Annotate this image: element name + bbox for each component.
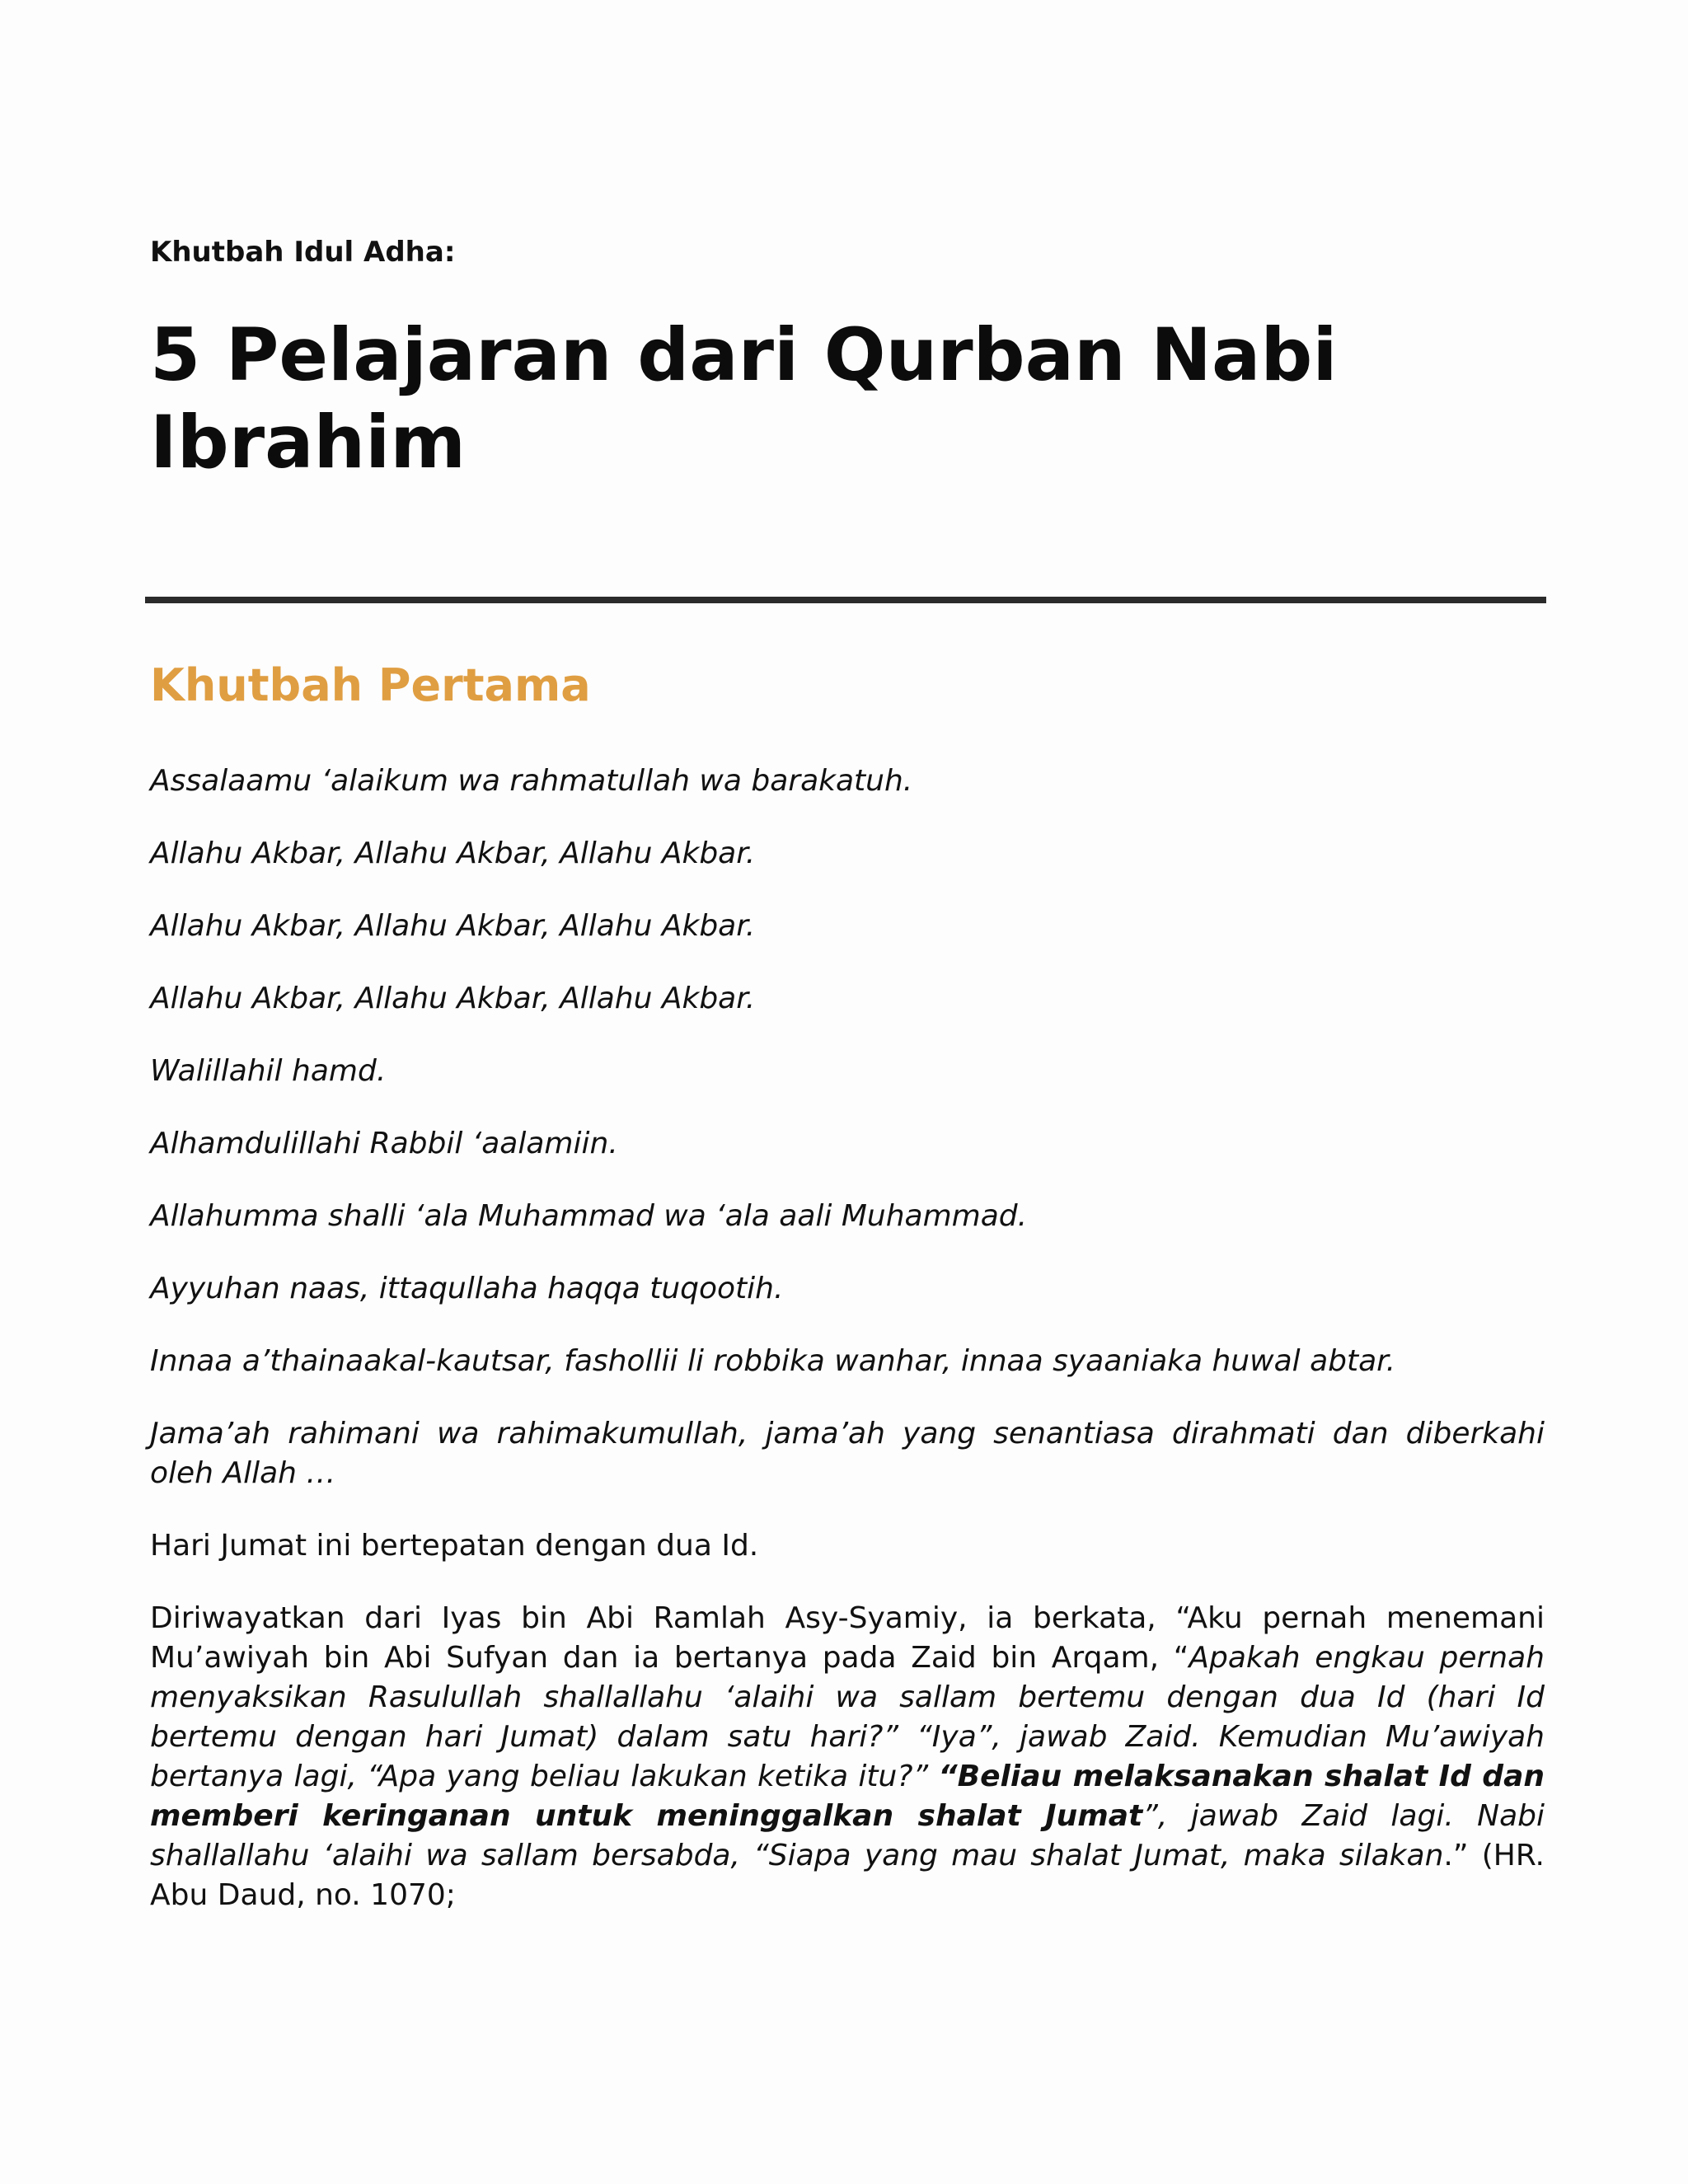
hadith-outro: .” (HR. Abu Daud, no. 1070; bbox=[150, 1839, 1545, 1912]
alhamdulillah-paragraph: Alhamdulillahi Rabbil ‘aalamiin. bbox=[150, 1127, 618, 1160]
takbir-paragraph: Allahu Akbar, Allahu Akbar, Allahu Akbar. bbox=[150, 837, 756, 870]
jumat-paragraph: Hari Jumat ini bertepatan dengan dua Id. bbox=[150, 1529, 759, 1563]
document-kicker: Khutbah Idul Adha: bbox=[150, 236, 456, 269]
greeting-paragraph: Assalaamu ‘alaikum wa rahmatullah wa barakatuh. bbox=[150, 764, 913, 798]
shalawat-paragraph: Allahumma shalli ‘ala Muhammad wa ‘ala aali Muhammad. bbox=[150, 1199, 1028, 1233]
kautsar-paragraph: Innaa a’thainaakal-kautsar, fashollii li robbika wanhar, innaa syaaniaka huwal abtar. bbox=[150, 1344, 1396, 1378]
jamaah-paragraph: Jama’ah rahimani wa rahimakumullah, jama’ah yang senantiasa dirahmati dan diberkahi oleh Allah … bbox=[150, 1417, 1545, 1490]
body-text bbox=[150, 762, 1545, 1948]
taqwa-paragraph: Ayyuhan naas, ittaqullaha haqqa tuqootih. bbox=[150, 1272, 784, 1305]
hadith-bold-italic: “Beliau melaksanakan shalat Id dan memberi keringanan untuk meninggalkan shalat Jumat bbox=[150, 1760, 1545, 1833]
hadith-paragraph bbox=[150, 1599, 1545, 1915]
takbir-paragraph: Allahu Akbar, Allahu Akbar, Allahu Akbar. bbox=[150, 982, 756, 1015]
hadith-intro: Diriwayatkan dari Iyas bin Abi Ramlah Asy-Syamiy, ia berkata, “Aku pernah menemani Mu’awiyah bin Abi Sufyan dan ia bertanya pada Zaid bin Arqam, “ bbox=[150, 1601, 1545, 1675]
document-title: 5 Pelajaran dari Qurban Nabi Ibrahim bbox=[150, 312, 1338, 485]
hadith-italic-1: Apakah engkau pernah menyaksikan Rasulullah shallallahu ‘alaihi wa sallam bertemu dengan dua Id (hari Id bertemu dengan hari Jumat) dalam satu hari?” “Iya”, jawab Zaid. Kemudian Mu’awiyah bertanya lagi, “Apa yang beliau lakukan ketika itu?” bbox=[150, 1641, 1545, 1793]
hamd-paragraph: Walillahil hamd. bbox=[150, 1054, 387, 1088]
section-heading: Khutbah Pertama bbox=[150, 659, 591, 711]
title-divider bbox=[145, 597, 1546, 603]
takbir-paragraph: Allahu Akbar, Allahu Akbar, Allahu Akbar. bbox=[150, 909, 756, 943]
hadith-italic-2: ”, jawab Zaid lagi. Nabi shallallahu ‘alaihi wa sallam bersabda, “Siapa yang mau shalat Jumat, maka silakan bbox=[150, 1799, 1545, 1872]
